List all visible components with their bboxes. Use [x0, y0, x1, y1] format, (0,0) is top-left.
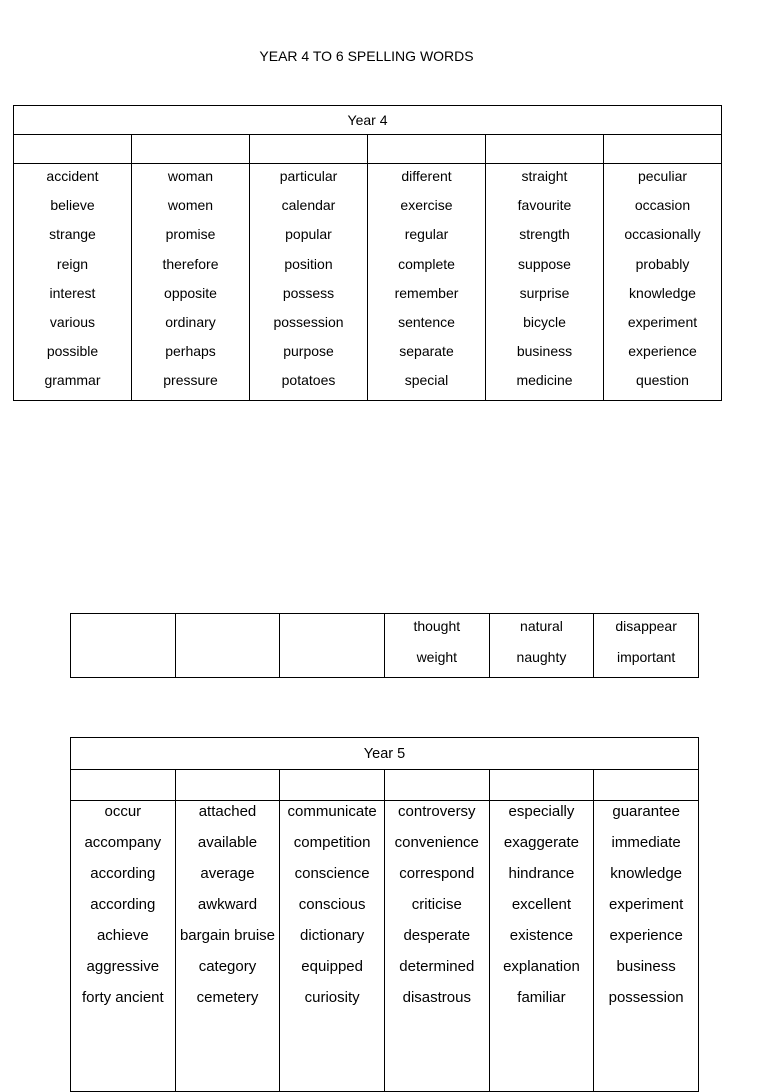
spelling-word: important	[616, 649, 676, 665]
spelling-word: special	[404, 372, 449, 389]
spelling-word: available	[197, 834, 258, 851]
spelling-word: dictionary	[300, 927, 365, 944]
spelling-word: explanation	[503, 958, 580, 975]
spelling-word: accident	[46, 168, 99, 184]
spelling-word: suppose	[518, 255, 571, 272]
spelling-word: accompany	[84, 834, 162, 851]
spelling-word: calendar	[281, 197, 336, 214]
blank-cell	[486, 135, 604, 164]
spelling-word: position	[284, 255, 333, 272]
spelling-word: therefore	[162, 255, 219, 272]
spelling-word: probably	[635, 255, 690, 272]
spelling-word: interest	[49, 284, 96, 301]
word-column-cell	[71, 614, 176, 678]
blank-cell	[368, 135, 486, 164]
blank-cell	[489, 770, 594, 801]
spelling-word: women	[167, 197, 214, 214]
spelling-word: occasionally	[624, 226, 701, 243]
spelling-word: occasion	[634, 197, 691, 214]
spelling-word: question	[636, 372, 689, 389]
spelling-word: complete	[398, 255, 455, 272]
spelling-word: different	[401, 168, 452, 184]
spelling-word: disastrous	[402, 989, 471, 1006]
spelling-word: according	[90, 865, 156, 882]
blank-cell	[384, 770, 489, 801]
spelling-word: curiosity	[304, 989, 360, 1006]
spelling-word: knowledge	[610, 865, 682, 882]
spelling-word: knowledge	[629, 284, 696, 301]
spelling-word: pressure	[163, 372, 218, 389]
word-column-cell	[489, 801, 594, 1092]
word-column-cell	[175, 614, 280, 678]
spelling-word: reign	[56, 255, 89, 272]
spelling-word: separate	[399, 343, 454, 360]
spelling-word: achieve	[96, 927, 149, 944]
spelling-word: possession	[608, 989, 684, 1006]
spelling-word: grammar	[44, 372, 101, 389]
spelling-word: woman	[167, 168, 214, 184]
word-column-cell	[280, 614, 385, 678]
spelling-word: ordinary	[165, 313, 216, 330]
spelling-word: popular	[285, 226, 332, 243]
spelling-word: excellent	[511, 896, 572, 913]
blank-cell	[132, 135, 250, 164]
spelling-word: conscious	[298, 896, 366, 913]
spelling-word: peculiar	[637, 168, 688, 184]
spelling-word: average	[200, 865, 255, 882]
spelling-word: experience	[609, 927, 683, 944]
blank-cell	[280, 770, 385, 801]
spelling-word: disappear	[615, 618, 677, 634]
spelling-word: controversy	[398, 803, 476, 820]
spelling-word: possession	[273, 313, 344, 330]
word-column-cell	[594, 801, 699, 1092]
spelling-word: various	[49, 313, 96, 330]
spelling-word: forty ancient	[81, 989, 164, 1006]
spelling-word: according	[90, 896, 156, 913]
spelling-word: business	[516, 343, 573, 360]
word-column-cell	[486, 164, 604, 401]
spelling-word: perhaps	[165, 343, 216, 360]
blank-cell	[604, 135, 722, 164]
word-column-cell	[175, 801, 280, 1092]
word-column-cell	[14, 164, 132, 401]
spelling-word: equipped	[301, 958, 363, 975]
spelling-word: aggressive	[86, 958, 160, 975]
word-column-cell	[280, 801, 385, 1092]
blank-cell	[594, 770, 699, 801]
spelling-word: bicycle	[523, 313, 566, 330]
word-column-cell	[132, 164, 250, 401]
blank-cell	[14, 135, 132, 164]
spelling-word: potatoes	[281, 372, 336, 389]
spelling-word: experience	[628, 343, 697, 360]
spelling-word: business	[616, 958, 676, 975]
spelling-word: thought	[413, 618, 461, 634]
year-4-continued-table	[70, 613, 699, 678]
spelling-word: purpose	[283, 343, 334, 360]
spelling-word: surprise	[519, 284, 570, 301]
spelling-word: possess	[282, 284, 335, 301]
blank-cell	[71, 770, 176, 801]
spelling-word: attached	[198, 803, 257, 820]
year-5-caption: Year 5	[71, 738, 699, 770]
spelling-word: existence	[509, 927, 574, 944]
spelling-word: desperate	[403, 927, 471, 944]
spelling-word: awkward	[197, 896, 258, 913]
spelling-word: experiment	[627, 313, 698, 330]
word-column-cell	[384, 614, 489, 678]
spelling-word: natural	[520, 618, 563, 634]
spelling-word: convenience	[394, 834, 479, 851]
year-5-table	[70, 737, 699, 1092]
spelling-word: promise	[165, 226, 216, 243]
spelling-word: bargain bruise	[179, 927, 276, 944]
spelling-word: conscience	[294, 865, 370, 882]
spelling-word: familiar	[517, 989, 566, 1006]
spelling-word: criticise	[411, 896, 462, 913]
spelling-word: exercise	[400, 197, 453, 214]
spelling-word: strength	[519, 226, 570, 243]
year-4-table	[13, 105, 722, 401]
word-column-cell	[604, 164, 722, 401]
spelling-word: regular	[404, 226, 449, 243]
blank-cell	[250, 135, 368, 164]
word-column-cell	[250, 164, 368, 401]
spelling-word: occur	[104, 803, 142, 820]
spelling-word: correspond	[399, 865, 475, 882]
word-column-cell	[71, 801, 176, 1092]
word-column-cell	[594, 614, 699, 678]
spelling-word: experiment	[609, 896, 684, 913]
page-title: YEAR 4 TO 6 SPELLING WORDS	[259, 48, 474, 64]
spelling-word: medicine	[516, 372, 573, 389]
spelling-word: naughty	[516, 649, 567, 665]
spelling-word: believe	[50, 197, 95, 214]
spelling-word: competition	[293, 834, 371, 851]
spelling-word: especially	[508, 803, 575, 820]
word-column-cell	[489, 614, 594, 678]
spelling-word: possible	[46, 343, 99, 360]
spelling-word: category	[198, 958, 257, 975]
spelling-word: determined	[399, 958, 475, 975]
spelling-word: strange	[49, 226, 96, 243]
blank-cell	[175, 770, 280, 801]
year-4-caption: Year 4	[14, 106, 722, 135]
spelling-word: immediate	[611, 834, 681, 851]
spelling-word: sentence	[398, 313, 455, 330]
spelling-word: exaggerate	[503, 834, 579, 851]
spelling-word: communicate	[287, 803, 377, 820]
spelling-word: favourite	[517, 197, 572, 214]
spelling-word: weight	[416, 649, 458, 665]
spelling-word: guarantee	[612, 803, 680, 820]
spelling-word: opposite	[164, 284, 217, 301]
spelling-word: remember	[394, 284, 459, 301]
word-column-cell	[368, 164, 486, 401]
spelling-word: particular	[279, 168, 338, 184]
word-column-cell	[384, 801, 489, 1092]
spelling-word: hindrance	[508, 865, 575, 882]
spelling-word: straight	[521, 168, 568, 184]
spelling-word: cemetery	[196, 989, 259, 1006]
